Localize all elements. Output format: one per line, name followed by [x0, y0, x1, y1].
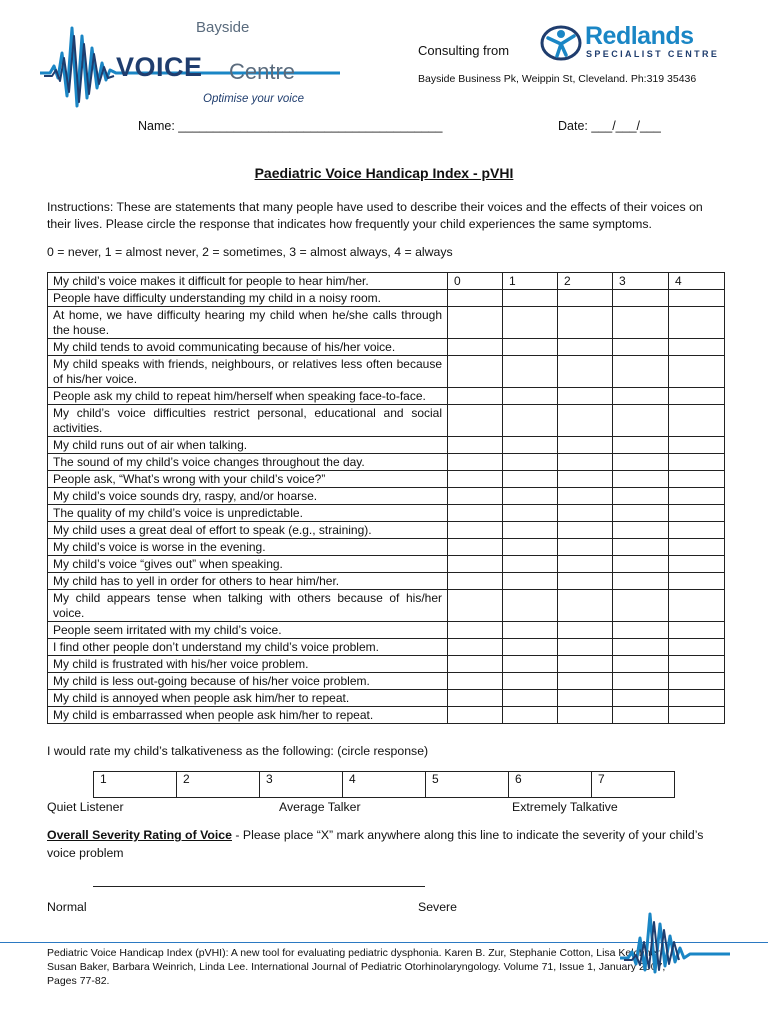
table-row — [48, 437, 725, 454]
response-cell[interactable] — [558, 471, 613, 488]
table-row — [48, 539, 725, 556]
response-cell[interactable] — [448, 622, 503, 639]
response-cell[interactable] — [448, 307, 503, 339]
response-cell[interactable] — [503, 356, 558, 388]
response-cell[interactable] — [613, 405, 669, 437]
logo-voice-text: VOICE — [116, 52, 203, 82]
response-cell[interactable] — [503, 471, 558, 488]
response-cell[interactable] — [448, 454, 503, 471]
response-cell[interactable] — [558, 290, 613, 307]
item-text: My child uses a great deal of effort to speak (e.g., straining). — [48, 522, 448, 539]
response-cell[interactable] — [448, 356, 503, 388]
response-cell[interactable] — [448, 388, 503, 405]
table-row — [48, 673, 725, 690]
response-cell[interactable] — [448, 707, 503, 724]
item-text: My child speaks with friends, neighbours, or relatives less often because of his/her voice. — [48, 356, 448, 388]
response-cell[interactable] — [613, 539, 669, 556]
response-cell[interactable] — [448, 556, 503, 573]
talkativeness-question: I would rate my child’s talkativeness as the following: (circle response) — [47, 744, 429, 758]
response-cell[interactable] — [669, 471, 725, 488]
response-cell[interactable] — [613, 590, 669, 622]
response-cell[interactable] — [669, 690, 725, 707]
response-cell[interactable] — [503, 690, 558, 707]
anchor-average-talker: Average Talker — [279, 800, 361, 814]
table-row — [48, 405, 725, 437]
response-cell[interactable] — [669, 505, 725, 522]
response-cell[interactable] — [558, 454, 613, 471]
response-cell[interactable] — [669, 307, 725, 339]
logo-small-text: Bayside — [196, 19, 250, 36]
table-row — [48, 573, 725, 590]
talk-option-6[interactable]: 6 — [509, 772, 592, 798]
response-cell[interactable] — [613, 622, 669, 639]
item-text: The sound of my child’s voice changes throughout the day. — [48, 454, 448, 471]
response-cell[interactable] — [613, 454, 669, 471]
table-row — [48, 488, 725, 505]
response-cell[interactable] — [558, 673, 613, 690]
table-row — [48, 556, 725, 573]
item-text: My child runs out of air when talking. — [48, 437, 448, 454]
response-cell[interactable] — [613, 673, 669, 690]
consulting-label: Consulting from — [418, 43, 510, 58]
table-row — [48, 339, 725, 356]
response-cell[interactable] — [503, 622, 558, 639]
response-cell[interactable] — [448, 573, 503, 590]
response-cell[interactable] — [448, 639, 503, 656]
item-text: My child is frustrated with his/her voice problem. — [48, 656, 448, 673]
scale-header-2[interactable]: 2 — [558, 273, 613, 290]
response-cell[interactable] — [613, 656, 669, 673]
item-text: My child appears tense when talking with others because of his/her voice. — [48, 590, 448, 622]
response-cell[interactable] — [558, 539, 613, 556]
response-cell[interactable] — [558, 356, 613, 388]
response-cell[interactable] — [503, 639, 558, 656]
response-cell[interactable] — [448, 690, 503, 707]
item-text: My child’s voice sounds dry, raspy, and/or hoarse. — [48, 488, 448, 505]
talk-option-3[interactable]: 3 — [260, 772, 343, 798]
table-row — [48, 388, 725, 405]
table-row — [48, 639, 725, 656]
response-cell[interactable] — [558, 639, 613, 656]
response-cell[interactable] — [448, 539, 503, 556]
table-row — [48, 356, 725, 388]
logo-tagline: Optimise your voice — [203, 93, 304, 105]
redlands-subtitle: SPECIALIST CENTRE — [586, 49, 720, 59]
severity-label-severe: Severe — [418, 900, 457, 914]
response-cell[interactable] — [503, 656, 558, 673]
address-text: Bayside Business Pk, Weippin St, Cleveland. Ph:319 35436 — [418, 73, 697, 85]
response-cell[interactable] — [558, 573, 613, 590]
talk-option-7[interactable]: 7 — [592, 772, 675, 798]
response-cell[interactable] — [669, 405, 725, 437]
severity-text: - Please place “X” mark anywhere along this line to indicate the severity of your child’s voice problem — [47, 828, 704, 860]
item-text: My child’s voice is worse in the evening. — [48, 539, 448, 556]
table-row — [48, 273, 725, 290]
anchor-extremely-talkative: Extremely Talkative — [512, 800, 618, 814]
response-cell[interactable] — [669, 556, 725, 573]
response-cell[interactable] — [613, 690, 669, 707]
response-cell[interactable] — [558, 339, 613, 356]
anchor-quiet-listener: Quiet Listener — [47, 800, 124, 814]
response-cell[interactable] — [558, 488, 613, 505]
response-cell[interactable] — [669, 339, 725, 356]
response-cell[interactable] — [669, 539, 725, 556]
response-cell[interactable] — [669, 437, 725, 454]
response-cell[interactable] — [448, 656, 503, 673]
table-row — [48, 471, 725, 488]
table-row — [48, 656, 725, 673]
response-cell[interactable] — [503, 590, 558, 622]
response-cell[interactable] — [669, 290, 725, 307]
redlands-name: Redlands — [585, 22, 694, 50]
response-cell[interactable] — [669, 622, 725, 639]
logo-centre-text: Centre — [229, 59, 296, 84]
response-cell[interactable] — [613, 290, 669, 307]
response-cell[interactable] — [558, 307, 613, 339]
instructions-text: Instructions: These are statements that many people have used to describe their voices and the effects of their voices on their lives. Please circle the response that indicates how frequently your child experiences the same symptoms. — [47, 200, 703, 231]
response-cell[interactable] — [448, 590, 503, 622]
response-cell[interactable] — [558, 505, 613, 522]
response-cell[interactable] — [669, 356, 725, 388]
response-cell[interactable] — [503, 290, 558, 307]
form-title: Paediatric Voice Handicap Index - pVHI — [254, 165, 514, 181]
response-cell[interactable] — [558, 437, 613, 454]
response-cell[interactable] — [669, 673, 725, 690]
response-cell[interactable] — [503, 437, 558, 454]
response-cell[interactable] — [503, 556, 558, 573]
response-cell[interactable] — [558, 707, 613, 724]
response-cell[interactable] — [613, 307, 669, 339]
response-cell[interactable] — [669, 488, 725, 505]
response-cell[interactable] — [669, 707, 725, 724]
response-cell[interactable] — [613, 639, 669, 656]
response-cell[interactable] — [448, 437, 503, 454]
response-cell[interactable] — [613, 388, 669, 405]
table-row — [48, 307, 725, 339]
item-text: My child’s voice “gives out” when speaking. — [48, 556, 448, 573]
item-text: At home, we have difficulty hearing my child when he/she calls through the house. — [48, 307, 448, 339]
response-cell[interactable] — [558, 622, 613, 639]
item-text: People seem irritated with my child’s voice. — [48, 622, 448, 639]
response-cell[interactable] — [669, 454, 725, 471]
response-cell[interactable] — [613, 488, 669, 505]
response-cell[interactable] — [448, 471, 503, 488]
footer-wave-logo — [620, 908, 730, 974]
talk-option-1[interactable]: 1 — [94, 772, 177, 798]
response-cell[interactable] — [558, 690, 613, 707]
item-text: I find other people don’t understand my child’s voice problem. — [48, 639, 448, 656]
response-cell[interactable] — [558, 405, 613, 437]
item-text: My child’s voice makes it difficult for people to hear him/her. — [48, 273, 448, 290]
talkativeness-scale — [93, 771, 675, 798]
response-cell[interactable] — [503, 405, 558, 437]
item-text: People have difficulty understanding my child in a noisy room. — [48, 290, 448, 307]
talk-option-2[interactable]: 2 — [177, 772, 260, 798]
response-cell[interactable] — [613, 522, 669, 539]
response-cell[interactable] — [613, 471, 669, 488]
table-row — [48, 505, 725, 522]
table-row — [48, 290, 725, 307]
response-cell[interactable] — [448, 522, 503, 539]
response-cell[interactable] — [669, 522, 725, 539]
item-text: My child is less out-going because of his/her voice problem. — [48, 673, 448, 690]
item-text: My child tends to avoid communicating because of his/her voice. — [48, 339, 448, 356]
item-text: My child’s voice difficulties restrict personal, educational and social activities. — [48, 405, 448, 437]
response-cell[interactable] — [558, 522, 613, 539]
scale-legend: 0 = never, 1 = almost never, 2 = sometimes, 3 = almost always, 4 = always — [47, 245, 453, 259]
severity-instructions — [47, 826, 729, 862]
response-cell[interactable] — [503, 454, 558, 471]
response-cell[interactable] — [503, 307, 558, 339]
response-cell[interactable] — [448, 488, 503, 505]
scale-header-3[interactable]: 3 — [613, 273, 669, 290]
item-text: People ask, “What’s wrong with your child’s voice?” — [48, 471, 448, 488]
response-cell[interactable] — [613, 573, 669, 590]
response-cell[interactable] — [669, 639, 725, 656]
response-cell[interactable] — [613, 505, 669, 522]
response-cell[interactable] — [503, 339, 558, 356]
table-row — [48, 622, 725, 639]
severity-heading: Overall Severity Rating of Voice — [47, 828, 232, 842]
redlands-person-icon — [540, 22, 582, 64]
item-text: The quality of my child’s voice is unpredictable. — [48, 505, 448, 522]
response-cell[interactable] — [558, 556, 613, 573]
item-text: People ask my child to repeat him/herself when speaking face-to-face. — [48, 388, 448, 405]
response-cell[interactable] — [613, 556, 669, 573]
severity-rating-line[interactable] — [93, 886, 425, 887]
response-cell[interactable] — [503, 573, 558, 590]
response-cell[interactable] — [503, 707, 558, 724]
response-cell[interactable] — [613, 356, 669, 388]
footer-citation: Pediatric Voice Handicap Index (pVHI): A new tool for evaluating pediatric dysphonia. Karen B. Zur, Stephanie Cotton, Lisa Kelchner, Susan Baker, Barbara Weinrich, Linda Lee. International Journal of Pediatric Otorhinolaryngology. Volume 71, Issue 1, January 2007, Pages 77-82. — [47, 947, 666, 987]
response-cell[interactable] — [503, 505, 558, 522]
item-text: My child is annoyed when people ask him/her to repeat. — [48, 690, 448, 707]
response-cell[interactable] — [448, 339, 503, 356]
response-cell[interactable] — [503, 488, 558, 505]
response-cell[interactable] — [613, 707, 669, 724]
table-row — [48, 454, 725, 471]
response-cell[interactable] — [558, 388, 613, 405]
response-cell[interactable] — [613, 437, 669, 454]
response-cell[interactable] — [448, 505, 503, 522]
pvhi-items-table — [47, 272, 725, 724]
response-cell[interactable] — [558, 656, 613, 673]
name-field[interactable]: Name: ______________________________________ — [138, 119, 443, 133]
response-cell[interactable] — [669, 656, 725, 673]
response-cell[interactable] — [503, 388, 558, 405]
response-cell[interactable] — [503, 522, 558, 539]
response-cell[interactable] — [613, 339, 669, 356]
scale-header-0[interactable]: 0 — [448, 273, 503, 290]
response-cell[interactable] — [669, 590, 725, 622]
response-cell[interactable] — [669, 573, 725, 590]
table-row — [48, 690, 725, 707]
table-row — [48, 590, 725, 622]
scale-header-1[interactable]: 1 — [503, 273, 558, 290]
item-text: My child is embarrassed when people ask him/her to repeat. — [48, 707, 448, 724]
response-cell[interactable] — [503, 673, 558, 690]
table-row — [48, 522, 725, 539]
response-cell[interactable] — [503, 539, 558, 556]
response-cell[interactable] — [669, 388, 725, 405]
scale-header-4[interactable]: 4 — [669, 273, 725, 290]
talk-option-4[interactable]: 4 — [343, 772, 426, 798]
date-field[interactable]: Date: ___/___/___ — [558, 119, 661, 133]
response-cell[interactable] — [448, 673, 503, 690]
response-cell[interactable] — [448, 405, 503, 437]
item-text: My child has to yell in order for others to hear him/her. — [48, 573, 448, 590]
table-row — [48, 707, 725, 724]
talk-option-5[interactable]: 5 — [426, 772, 509, 798]
severity-label-normal: Normal — [47, 900, 87, 914]
response-cell[interactable] — [448, 290, 503, 307]
response-cell[interactable] — [558, 590, 613, 622]
